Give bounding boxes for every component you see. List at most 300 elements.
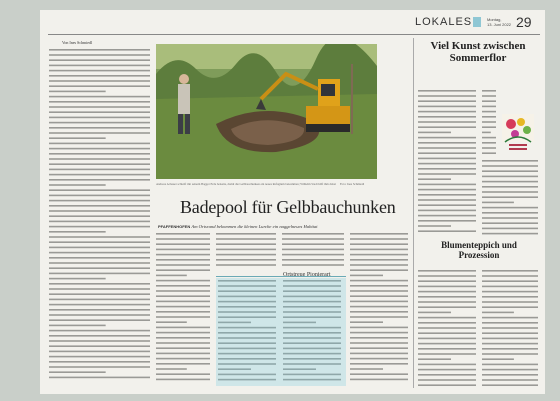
text-line (283, 358, 341, 360)
text-line (218, 379, 276, 381)
text-line (482, 181, 538, 183)
text-line (418, 121, 476, 123)
text-line (49, 75, 150, 77)
text-line (418, 106, 476, 108)
text-line (49, 205, 150, 207)
text-line (156, 301, 210, 303)
text-line (482, 121, 496, 123)
text-line (49, 101, 150, 103)
text-line (418, 137, 476, 139)
text-line (49, 340, 150, 342)
text-line (216, 243, 276, 245)
text-line (49, 153, 150, 155)
sidebar-column-1 (418, 88, 478, 238)
text-line (418, 301, 476, 303)
text-line (156, 290, 210, 292)
text-line (283, 379, 341, 381)
text-line (350, 373, 408, 375)
text-line (282, 254, 344, 256)
text-line (482, 374, 538, 376)
text-line (418, 358, 451, 360)
text-line (350, 243, 408, 245)
text-line (218, 332, 276, 334)
text-line (418, 369, 476, 371)
text-line (482, 228, 538, 230)
text-line (350, 280, 408, 282)
text-line (418, 230, 476, 232)
text-line (218, 285, 276, 287)
text-line (482, 364, 538, 366)
text-line (283, 316, 341, 318)
text-line (418, 90, 476, 92)
text-line (216, 264, 276, 266)
text-line (218, 290, 276, 292)
text-line (283, 332, 341, 334)
article-column-4 (350, 231, 410, 389)
text-line (350, 368, 383, 370)
text-line (49, 299, 150, 301)
text-line (216, 254, 276, 256)
newspaper-page (40, 10, 545, 394)
text-line (49, 148, 150, 150)
text-line (482, 186, 538, 188)
text-line (49, 195, 150, 197)
sidebar-subheadline (420, 240, 538, 260)
text-line (350, 264, 408, 266)
text-line (482, 90, 496, 92)
text-line (49, 215, 150, 217)
text-line (482, 296, 538, 298)
text-line (418, 111, 476, 113)
text-line (49, 231, 106, 233)
text-line (49, 309, 150, 311)
text-line (283, 348, 341, 350)
text-line (350, 259, 408, 261)
text-line (156, 321, 187, 323)
text-line (49, 226, 150, 228)
text-line (49, 247, 150, 249)
text-line (350, 290, 408, 292)
text-line (49, 91, 106, 93)
text-line (482, 286, 538, 288)
section-title: LOKALES (415, 16, 473, 28)
text-line (418, 296, 476, 298)
text-line (418, 332, 476, 334)
issue-weekday: Montag, (487, 17, 502, 22)
text-line (49, 221, 150, 223)
text-line (218, 327, 276, 329)
text-line (482, 348, 538, 350)
text-line (49, 184, 106, 186)
text-line (283, 285, 341, 287)
text-line (283, 353, 341, 355)
text-line (218, 306, 276, 308)
dateline-subhead: Am Ortsrand bekommen die kleinen Lurche ein naggelneues Habitat (191, 224, 318, 229)
article-photo (156, 44, 377, 179)
text-line (216, 249, 276, 251)
text-line (49, 111, 150, 113)
text-line (418, 189, 476, 191)
text-line (418, 204, 476, 206)
text-line (350, 275, 383, 277)
text-line (482, 301, 538, 303)
text-line (418, 379, 476, 381)
text-line (49, 351, 150, 353)
text-line (418, 220, 476, 222)
text-line (156, 332, 210, 334)
text-line (49, 210, 150, 212)
text-line (418, 286, 476, 288)
text-line (218, 342, 276, 344)
text-line (49, 189, 150, 191)
sidebar-column-4 (482, 268, 540, 388)
text-line (418, 317, 476, 319)
text-line (283, 363, 341, 365)
text-line (482, 126, 496, 128)
text-line (156, 342, 210, 344)
text-line (418, 225, 451, 227)
text-line (482, 353, 538, 355)
text-line (482, 384, 538, 386)
text-line (156, 238, 210, 240)
text-line (282, 243, 344, 245)
text-lines (49, 47, 152, 387)
text-line (156, 285, 210, 287)
text-line (482, 170, 538, 172)
text-line (49, 325, 106, 327)
text-line (49, 278, 106, 280)
text-line (350, 358, 408, 360)
text-line (49, 59, 150, 61)
text-line (482, 196, 538, 198)
text-line (482, 160, 538, 162)
text-line (49, 70, 150, 72)
article-column-3 (282, 231, 346, 271)
text-line (482, 207, 538, 209)
text-line (482, 152, 496, 154)
text-line (49, 335, 150, 337)
text-line (216, 259, 276, 261)
text-line (482, 116, 496, 118)
text-line (49, 85, 150, 87)
text-line (156, 269, 210, 271)
text-line (350, 342, 408, 344)
text-line (418, 306, 476, 308)
text-line (218, 348, 276, 350)
text-line (156, 295, 210, 297)
text-line (49, 361, 150, 363)
text-line (350, 233, 408, 235)
text-line (49, 319, 150, 321)
text-line (418, 100, 476, 102)
text-line (49, 288, 150, 290)
text-line (156, 368, 187, 370)
article-headline: Badepool für Gelbbauchunken (180, 197, 396, 217)
info-box (216, 278, 346, 386)
text-line (482, 165, 538, 167)
text-line (156, 311, 210, 313)
text-line (418, 147, 476, 149)
text-line (482, 147, 496, 149)
page-number: 29 (516, 14, 532, 30)
text-line (218, 337, 276, 339)
text-line (49, 366, 150, 368)
text-line (218, 368, 251, 370)
text-line (418, 163, 476, 165)
text-line (418, 364, 476, 366)
text-line (283, 296, 341, 298)
text-line (482, 142, 496, 144)
text-line (218, 280, 276, 282)
text-line (482, 191, 538, 193)
text-line (49, 127, 150, 129)
issue-date (487, 17, 511, 27)
text-line (418, 168, 476, 170)
text-line (156, 233, 210, 235)
text-line (418, 348, 476, 350)
text-line (218, 296, 276, 298)
text-line (283, 327, 341, 329)
text-line (49, 54, 150, 56)
text-line (350, 347, 408, 349)
text-line (218, 301, 276, 303)
text-line (282, 259, 344, 261)
text-line (49, 132, 150, 134)
text-line (156, 280, 210, 282)
text-line (350, 238, 408, 240)
section-color-box (473, 17, 481, 27)
text-line (156, 347, 210, 349)
text-line (482, 358, 514, 360)
text-line (49, 169, 150, 171)
text-line (482, 137, 496, 139)
text-line (218, 358, 276, 360)
sidebar-headline: Viel Kunst zwischen Sommerflor (430, 40, 526, 64)
text-line (49, 174, 150, 176)
text-line (418, 280, 476, 282)
text-line (49, 106, 150, 108)
text-line (350, 306, 408, 308)
text-line (350, 353, 408, 355)
festival-logo (499, 112, 537, 156)
text-line (283, 322, 316, 324)
dateline-place: PFAFFENHOFEN (158, 224, 191, 229)
text-line (283, 301, 341, 303)
text-line (482, 111, 496, 113)
byline: Von Ines Schmiedl (62, 40, 93, 45)
text-line (482, 106, 496, 108)
text-line (482, 132, 491, 134)
text-line (418, 338, 476, 340)
text-line (418, 194, 476, 196)
text-line (156, 254, 210, 256)
text-line (156, 337, 210, 339)
text-line (156, 275, 187, 277)
text-line (156, 306, 210, 308)
issue-date-value: 13. Juni 2022 (487, 22, 512, 27)
text-line (156, 316, 210, 318)
text-line (49, 117, 150, 119)
text-line (49, 200, 150, 202)
text-line (49, 377, 150, 379)
text-line (350, 295, 408, 297)
text-line (156, 363, 210, 365)
text-line (282, 249, 344, 251)
text-line (482, 95, 496, 97)
article-dateline (158, 224, 448, 229)
text-line (49, 252, 150, 254)
text-line (49, 137, 106, 139)
text-line (216, 238, 276, 240)
text-line (418, 343, 476, 345)
text-line (350, 316, 408, 318)
text-line (482, 233, 538, 235)
text-line (350, 332, 408, 334)
text-line (418, 142, 476, 144)
text-line (482, 202, 514, 204)
text-line (350, 249, 408, 251)
article-column-1 (156, 231, 212, 389)
text-line (49, 80, 150, 82)
text-line (49, 143, 150, 145)
sidebar-column-2 (482, 158, 540, 238)
text-line (49, 330, 150, 332)
text-line (49, 314, 150, 316)
text-line (282, 233, 344, 235)
text-line (418, 210, 476, 212)
text-line (218, 311, 276, 313)
text-line (156, 259, 210, 261)
text-line (49, 304, 150, 306)
text-line (49, 65, 150, 67)
text-line (156, 379, 210, 381)
text-line (49, 158, 150, 160)
text-line (218, 316, 276, 318)
text-line (49, 49, 150, 51)
text-line (350, 379, 408, 381)
text-line (418, 199, 476, 201)
text-line (482, 338, 538, 340)
info-box-title: Ortstreue Pionierart (283, 272, 331, 278)
text-line (350, 311, 408, 313)
text-line (418, 291, 476, 293)
text-line (156, 264, 210, 266)
text-line (216, 233, 276, 235)
text-line (418, 215, 476, 217)
text-line (482, 322, 538, 324)
text-line (350, 285, 408, 287)
text-line (418, 322, 476, 324)
text-line (283, 290, 341, 292)
text-line (482, 369, 538, 371)
text-line (218, 353, 276, 355)
article-column-2 (216, 231, 278, 271)
text-line (218, 374, 276, 376)
text-line (418, 327, 476, 329)
text-line (482, 379, 538, 381)
text-line (49, 262, 150, 264)
text-line (482, 275, 538, 277)
text-line (482, 212, 538, 214)
text-line (482, 100, 496, 102)
text-line (283, 337, 341, 339)
text-line (156, 358, 210, 360)
text-line (49, 236, 150, 238)
text-line (156, 353, 210, 355)
text-line (283, 306, 341, 308)
page-header (40, 10, 545, 36)
text-line (482, 306, 538, 308)
sidebar-subheadline-text: Blumenteppich und Prozession (441, 240, 517, 260)
header-rule (48, 34, 540, 35)
text-line (418, 173, 476, 175)
text-line (418, 95, 476, 97)
left-column-text (49, 47, 152, 387)
text-line (49, 273, 150, 275)
text-line (49, 257, 150, 259)
sidebar-column-2a (482, 88, 498, 158)
text-line (283, 374, 341, 376)
photo-caption: Andreas Achauer schleift mit seinem Bagger Erde beiseite, damit die Gelbbauchunken ein neues Refugium bekommen; Wilhelm Stadt hilft ihm dabei (156, 182, 336, 186)
text-line (218, 363, 276, 365)
text-line (482, 291, 538, 293)
text-line (49, 241, 150, 243)
text-line (418, 126, 476, 128)
text-line (350, 363, 408, 365)
text-line (350, 337, 408, 339)
photo-credit: Foto: Ines Schmiedl (340, 182, 365, 186)
text-line (350, 321, 383, 323)
text-line (283, 311, 341, 313)
text-line (49, 356, 150, 358)
text-line (156, 327, 210, 329)
text-line (49, 293, 150, 295)
text-line (418, 178, 451, 180)
text-line (49, 179, 150, 181)
text-line (49, 283, 150, 285)
text-line (482, 317, 538, 319)
text-line (282, 238, 344, 240)
text-line (156, 373, 210, 375)
text-line (482, 280, 538, 282)
text-line (49, 122, 150, 124)
photo-scene (156, 44, 377, 179)
text-line (418, 374, 476, 376)
text-line (482, 176, 538, 178)
text-line (49, 345, 150, 347)
text-line (350, 254, 408, 256)
text-line (49, 96, 150, 98)
text-line (156, 249, 210, 251)
sidebar-column-3 (418, 268, 478, 388)
text-line (418, 132, 451, 134)
text-line (350, 301, 408, 303)
text-line (418, 158, 476, 160)
sidebar-divider (413, 38, 414, 388)
text-line (482, 270, 538, 272)
text-line (418, 312, 451, 314)
text-line (156, 243, 210, 245)
text-line (418, 270, 476, 272)
text-line (418, 116, 476, 118)
text-line (482, 312, 514, 314)
text-line (482, 343, 538, 345)
text-line (418, 384, 476, 386)
text-line (350, 327, 408, 329)
text-line (283, 342, 341, 344)
text-line (418, 353, 476, 355)
text-line (282, 264, 344, 266)
